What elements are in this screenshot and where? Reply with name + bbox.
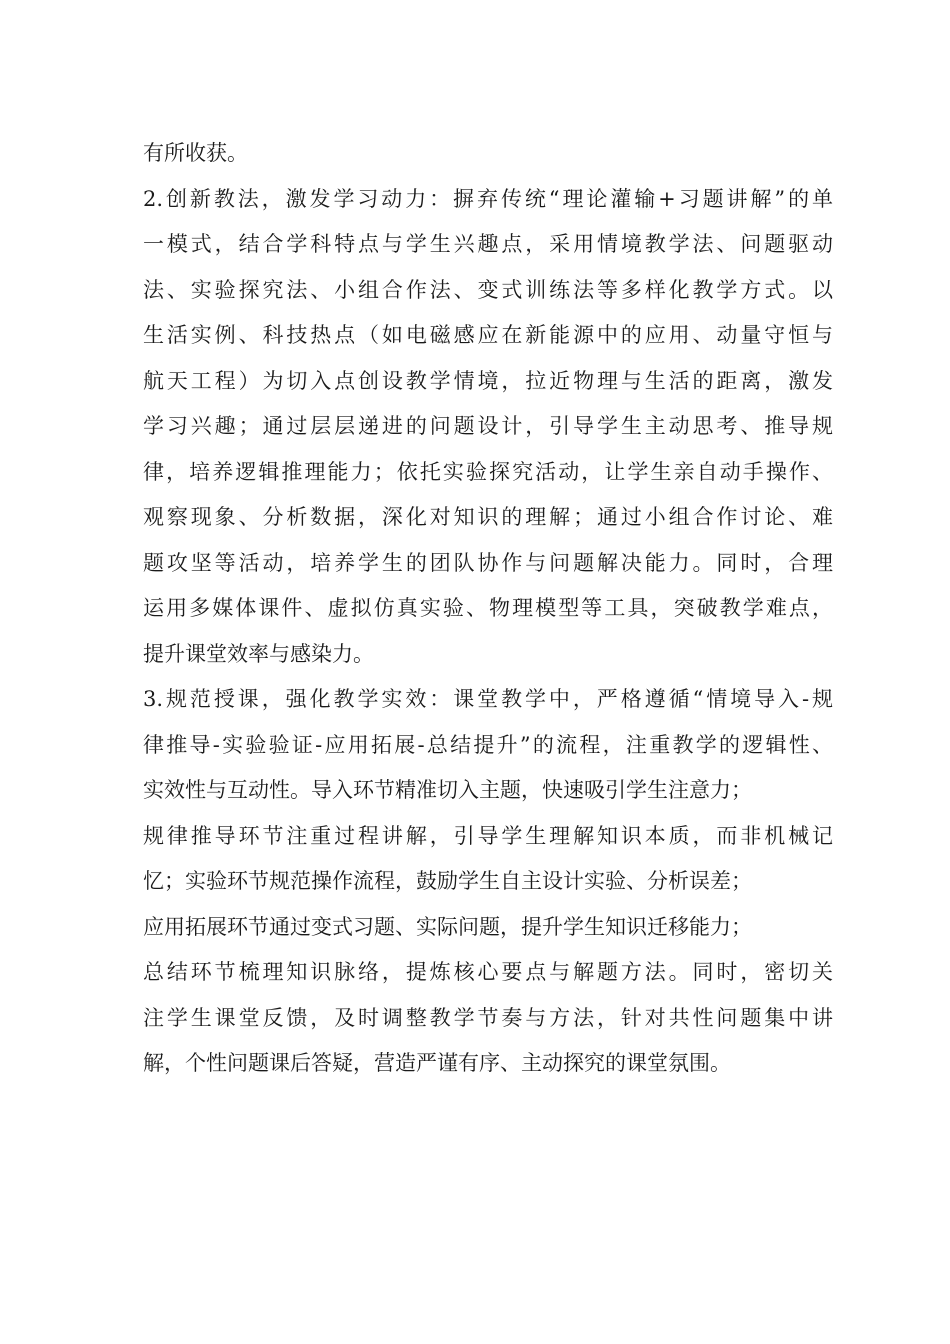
text-line: 2.创新教法，激发学习动力：摒弃传统“理论灌输+习题讲解”的单 <box>143 186 833 211</box>
text-line: 解，个性问题课后答疑，营造严谨有序、主动探究的课堂氛围。 <box>143 1051 731 1075</box>
text-line: 运用多媒体课件、虚拟仿真实验、物理模型等工具，突破教学难点， <box>143 596 833 620</box>
text-line: 注学生课堂反馈，及时调整教学节奏与方法，针对共性问题集中讲 <box>143 1005 833 1030</box>
text-line: 应用拓展环节通过变式习题、实际问题，提升学生知识迁移能力； <box>143 914 752 939</box>
text-line: 观察现象、分析数据，深化对知识的理解；通过小组合作讨论、难 <box>143 505 833 529</box>
text-line: 一模式，结合学科特点与学生兴趣点，采用情境教学法、问题驱动 <box>143 232 833 256</box>
text-line: 实效性与互动性。导入环节精准切入主题，快速吸引学生注意力； <box>143 778 752 802</box>
text-line: 法、实验探究法、小组合作法、变式训练法等多样化教学方式。以 <box>143 277 833 302</box>
text-line: 总结环节梳理知识脉络，提炼核心要点与解题方法。同时，密切关 <box>143 960 833 984</box>
text-line: 规律推导环节注重过程讲解，引导学生理解知识本质，而非机械记 <box>143 823 833 848</box>
text-line: 忆；实验环节规范操作流程，鼓励学生自主设计实验、分析误差； <box>143 869 752 893</box>
text-line: 生活实例、科技热点（如电磁感应在新能源中的应用、动量守恒与 <box>143 323 833 347</box>
text-line: 提升课堂效率与感染力。 <box>143 641 374 666</box>
text-line: 有所收获。 <box>143 141 248 165</box>
text-line: 律，培养逻辑推理能力；依托实验探究活动，让学生亲自动手操作、 <box>143 459 833 484</box>
text-line: 航天工程）为切入点创设教学情境，拉近物理与生活的距离，激发 <box>143 368 833 393</box>
body-text <box>143 131 833 1087</box>
text-line: 学习兴趣；通过层层递进的问题设计，引导学生主动思考、推导规 <box>143 414 833 438</box>
text-line: 律推导-实验验证-应用拓展-总结提升”的流程，注重教学的逻辑性、 <box>143 732 833 757</box>
text-line: 3.规范授课，强化教学实效：课堂教学中，严格遵循“情境导入-规 <box>143 687 833 711</box>
text-line: 题攻坚等活动，培养学生的团队协作与问题解决能力。同时，合理 <box>143 550 833 575</box>
